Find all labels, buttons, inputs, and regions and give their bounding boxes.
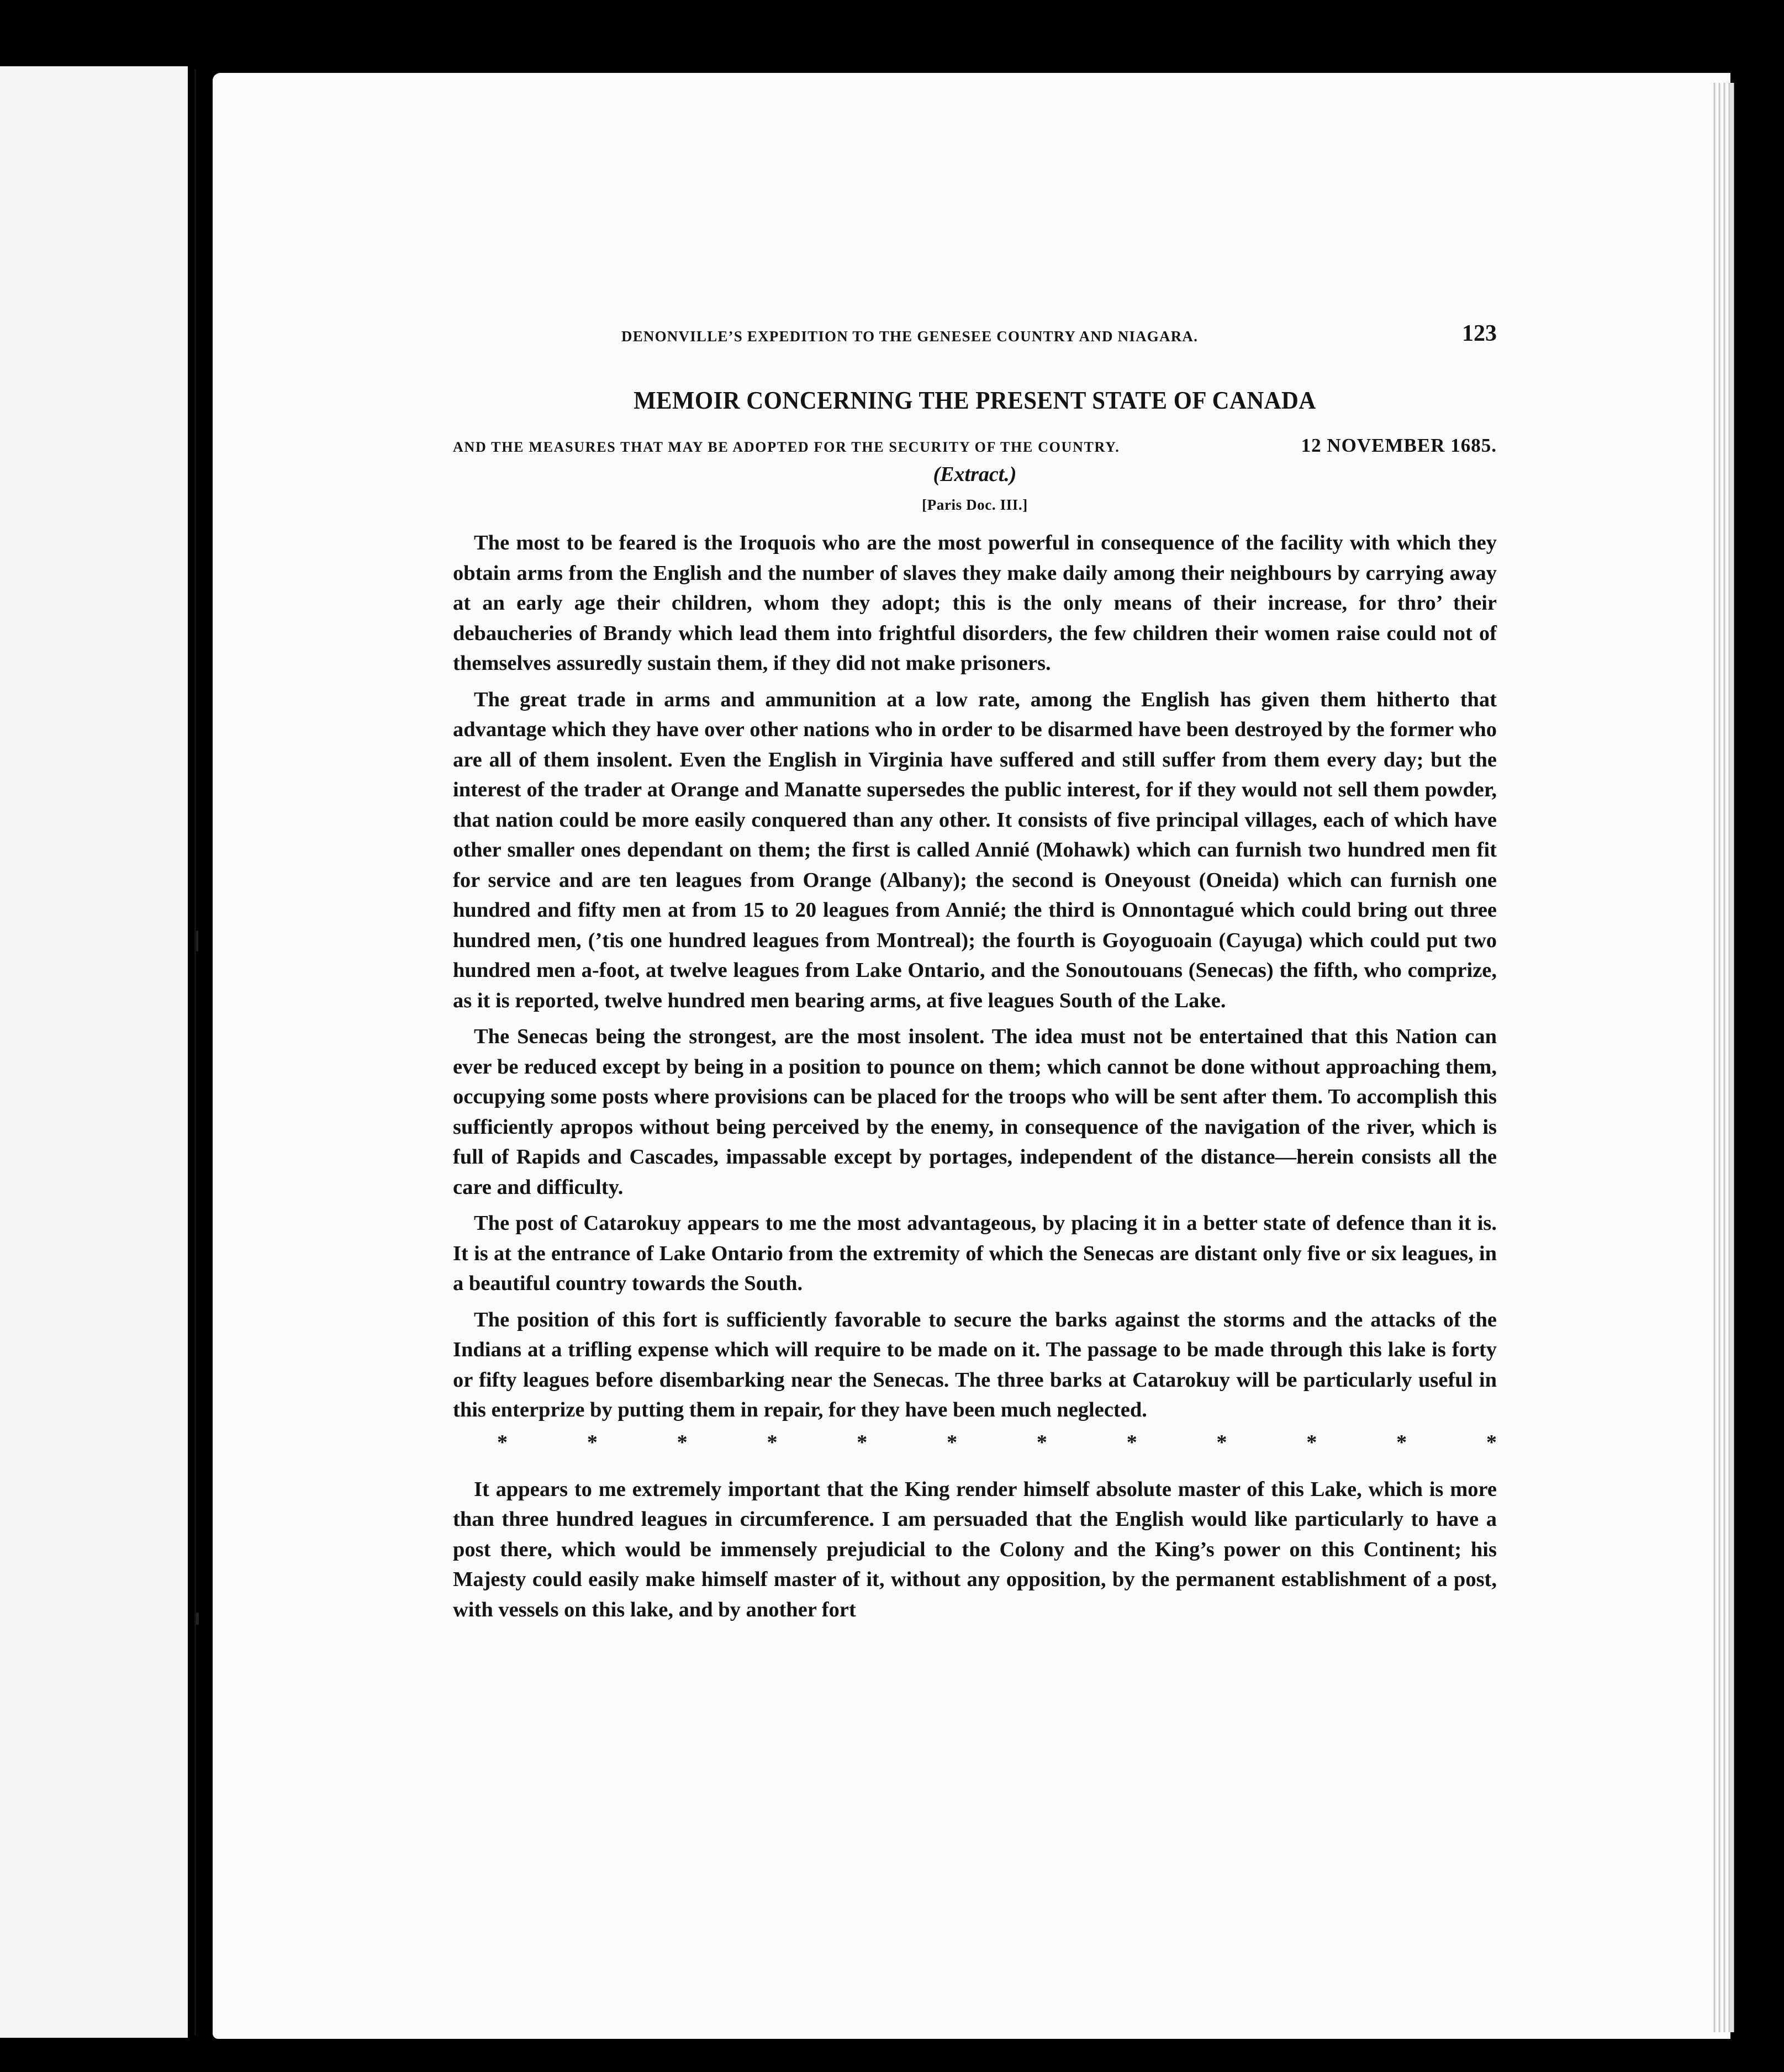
facing-page-edge	[0, 66, 188, 2038]
document-date: 12 NOVEMBER 1685.	[1301, 435, 1497, 456]
extract-note-text: (Extract.)	[933, 463, 1017, 486]
document-subtitle: AND THE MEASURES THAT MAY BE ADOPTED FOR THE SECURITY OF THE COUNTRY.	[453, 439, 1120, 455]
scan-speck	[196, 931, 198, 952]
paragraph: The post of Catarokuy appears to me the most advantageous, by placing it in a better state of defence than it is. It is at the entrance of Lake Ontario from the extremity of which the Senecas are distant only five or six leagues, in a beautiful country towards the South.	[453, 1212, 1497, 1295]
asterisk: *	[497, 1430, 508, 1454]
page-number: 123	[1462, 321, 1497, 346]
paragraph: The position of this fort is sufficiently favorable to secure the barks against the storms and the attacks of the Indians at a trifling expense which will require to be made on it. The passage to be made through this lake is forty or fifty leagues before disembarking near the Senecas. The three barks at Catarokuy will be particularly useful in this enterprize by putting them in repair, for they have been much neglected.	[453, 1308, 1497, 1421]
paragraph: The most to be feared is the Iroquois who are the most powerful in consequence of the facility with which they obtain arms from the English and the number of slaves they make daily among their neighbours by carrying away at an early age their children, whom they adopt; this is the only means of their increase, for thro’ their debaucheries of Brandy which lead them into frightful disorders, the few children their women raise could not of themselves assuredly sustain them, if they did not make prisoners.	[453, 531, 1497, 675]
document-title: MEMOIR CONCERNING THE PRESENT STATE OF CANADA	[634, 386, 1316, 414]
page-stack-edge	[1711, 83, 1734, 2032]
paragraph-final: It appears to me extremely important that the King render himself absolute master of this Lake, which is more than three hundred leagues in circumference. I am persuaded that the English would like particularly to have a post there, which would be immensely prejudicial to the Colony and the King’s power on this Continent; his Majesty could easily make himself master of it, without any opposition, by the permanent establishment of a post, with vessels on this lake, and by another fort	[453, 1477, 1497, 1621]
scan-speck	[196, 1613, 199, 1625]
asterisk: *	[767, 1430, 778, 1454]
running-head	[453, 320, 1497, 353]
asterisk: *	[947, 1430, 958, 1454]
asterisk: *	[677, 1430, 688, 1454]
extract-note	[453, 462, 1497, 487]
asterisk: *	[1306, 1430, 1317, 1454]
source-reference: [Paris Doc. III.]	[922, 496, 1028, 513]
gutter-shadow	[194, 69, 196, 2035]
paragraph: The great trade in arms and ammunition at a low rate, among the English has given them hitherto that advantage which they have over other nations who in order to be disarmed have been destroyed by the former who are all of them insolent. Even the English in Virginia have suffered and still suffer from them every day; but the interest of the trader at Orange and Manatte supersedes the public interest, for if they would not sell them powder, that nation could be more easily conquered than any other. It consists of five principal villages, each of which have other smaller ones dependant on them; the first is called Annié (Mohawk) which can furnish two hundred men fit for service and are ten leagues from Orange (Albany); the second is Oneyoust (Oneida) which can furnish one hundred and fifty men at from 15 to 20 leagues from Annié; the third is Onnontagué which could bring out three hundred men, (’tis one hundred leagues from Montreal); the fourth is Goyoguoain (Cayuga) which could put two hundred men a-foot, at twelve leagues from Lake Ontario, and the Sonoutouans (Senecas) the fifth, who comprize, as it is reported, twelve hundred men bearing arms, at five leagues South of the Lake.	[453, 688, 1497, 1012]
asterisk: *	[587, 1430, 598, 1454]
section-break-asterisks	[453, 1431, 1497, 1453]
paragraph: The Senecas being the strongest, are the most insolent. The idea must not be entertained that this Nation can ever be reduced except by being in a position to pounce on them; which cannot be done without approaching them, occupying some posts where provisions can be placed for the troops who will be sent after them. To accomplish this sufficiently apropos without being perceived by the enemy, in consequence of the navigation of the river, which is full of Rapids and Cascades, impassable except by portages, independent of the distance—herein consists all the care and difficulty.	[453, 1025, 1497, 1199]
page-content	[453, 320, 1497, 1631]
asterisk: *	[857, 1430, 868, 1454]
running-head-title: DENONVILLE’S EXPEDITION TO THE GENESEE COUNTRY AND NIAGARA.	[621, 328, 1199, 345]
asterisk: *	[1486, 1430, 1497, 1454]
asterisk: *	[1036, 1430, 1047, 1454]
document-subtitle-line	[453, 435, 1497, 457]
asterisk: *	[1126, 1430, 1137, 1454]
asterisk: *	[1216, 1430, 1227, 1454]
body-text	[453, 528, 1497, 1625]
asterisk: *	[1396, 1430, 1407, 1454]
